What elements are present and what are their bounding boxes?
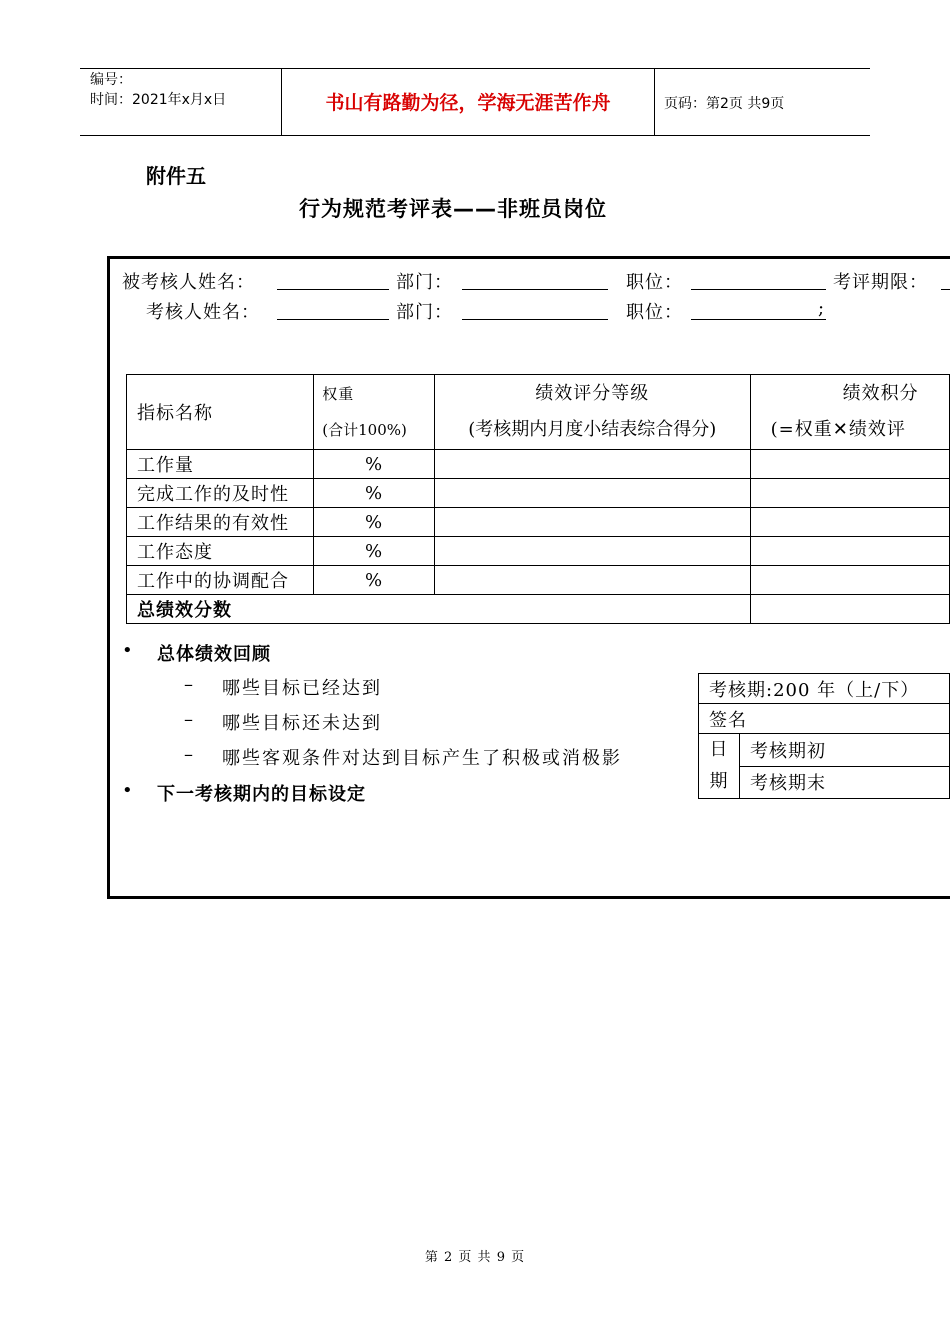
weight-cell[interactable]: % — [314, 450, 435, 479]
date-label-bottom: 期 — [709, 771, 729, 792]
date-label — [699, 734, 740, 799]
header-grade-note: (考核期内月度小结表综合得分) — [468, 419, 717, 440]
indicator-name: 工作量 — [127, 450, 314, 479]
indicator-name: 完成工作的及时性 — [127, 479, 314, 508]
period-start[interactable]: 考核期初 — [740, 734, 950, 767]
weight-cell[interactable]: % — [314, 479, 435, 508]
indicator-name: 工作态度 — [127, 537, 314, 566]
appraisee-name-field[interactable] — [277, 271, 389, 290]
indicator-name: 工作中的协调配合 — [127, 566, 314, 595]
appraiser-name-label: 考核人姓名： — [146, 302, 260, 323]
review-item: 哪些客观条件对达到目标产生了积极或消极影 — [222, 748, 622, 769]
points-cell[interactable] — [750, 537, 949, 566]
sign-box — [698, 673, 950, 799]
header-points — [750, 375, 949, 450]
dash-icon: – — [184, 709, 193, 730]
points-cell[interactable] — [750, 450, 949, 479]
header-divider — [654, 68, 655, 136]
header-points-label: 绩效积分 — [842, 383, 919, 404]
grade-cell[interactable] — [434, 508, 750, 537]
next-period-heading: 下一考核期内的目标设定 — [157, 784, 366, 805]
position-label: 职位： — [626, 302, 683, 323]
dept-label: 部门： — [396, 272, 453, 293]
dept-field[interactable] — [462, 301, 608, 320]
header-points-note: (=权重✕绩效评 — [770, 419, 906, 440]
bullet-icon: • — [122, 640, 133, 661]
table-row — [127, 566, 950, 595]
page-footer: 第 2 页 共 9 页 — [424, 1250, 526, 1265]
semicolon: ; — [818, 298, 826, 319]
grade-cell[interactable] — [434, 537, 750, 566]
document-time-label: 时间：2021年x月x日 — [90, 92, 227, 108]
sign-box-row — [699, 734, 950, 767]
sign-period: 考核期:200 年（上/下） — [699, 674, 950, 704]
header-indicator: 指标名称 — [127, 375, 314, 450]
points-cell[interactable] — [750, 479, 949, 508]
table-row — [127, 537, 950, 566]
table-row — [127, 508, 950, 537]
form-title: 行为规范考评表——非班员岗位 — [299, 197, 607, 221]
dash-icon: – — [184, 744, 193, 765]
review-item: 哪些目标还未达到 — [222, 713, 382, 734]
header-motto: 书山有路勤为径，学海无涯苦作舟 — [325, 92, 611, 114]
header-grade — [434, 375, 750, 450]
period-field[interactable] — [941, 271, 950, 290]
table-header-row — [127, 375, 950, 450]
appraiser-name-field[interactable] — [277, 301, 389, 320]
header-top-rule — [80, 68, 870, 69]
dept-label: 部门： — [396, 302, 453, 323]
header-weight — [314, 375, 435, 450]
weight-cell[interactable]: % — [314, 566, 435, 595]
header-page-label: 页码：第2页 共9页 — [664, 96, 785, 112]
grade-cell[interactable] — [434, 450, 750, 479]
bullet-icon: • — [122, 780, 133, 801]
points-cell[interactable] — [750, 566, 949, 595]
indicator-name: 工作结果的有效性 — [127, 508, 314, 537]
document-number-label: 编号： — [90, 72, 132, 88]
review-heading: 总体绩效回顾 — [157, 644, 271, 665]
review-item: 哪些目标已经达到 — [222, 678, 382, 699]
position-field[interactable] — [691, 271, 826, 290]
period-end[interactable]: 考核期末 — [740, 766, 950, 799]
appraisee-line — [122, 268, 255, 294]
points-cell[interactable] — [750, 508, 949, 537]
header-weight-label: 权重 — [322, 385, 355, 403]
total-label: 总绩效分数 — [127, 595, 751, 624]
sign-box-row — [699, 704, 950, 734]
sign-label[interactable]: 签名 — [699, 704, 950, 734]
position-label: 职位： — [626, 272, 683, 293]
header-grade-label: 绩效评分等级 — [535, 383, 650, 404]
appraisee-name-label: 被考核人姓名： — [122, 272, 255, 293]
total-row — [127, 595, 950, 624]
weight-cell[interactable]: % — [314, 508, 435, 537]
position-field[interactable] — [691, 301, 826, 320]
dash-icon: – — [184, 674, 193, 695]
total-points-cell[interactable] — [750, 595, 949, 624]
date-label-top: 日 — [709, 739, 729, 760]
grade-cell[interactable] — [434, 566, 750, 595]
weight-cell[interactable]: % — [314, 537, 435, 566]
dept-field[interactable] — [462, 271, 608, 290]
table-row — [127, 450, 950, 479]
sign-box-row — [699, 674, 950, 704]
annex-label: 附件五 — [146, 164, 206, 188]
header-weight-total: (合计100%) — [322, 421, 407, 439]
period-label: 考评期限： — [833, 272, 928, 293]
header-bottom-rule — [80, 135, 870, 136]
grade-cell[interactable] — [434, 479, 750, 508]
score-table — [126, 374, 950, 624]
table-row — [127, 479, 950, 508]
